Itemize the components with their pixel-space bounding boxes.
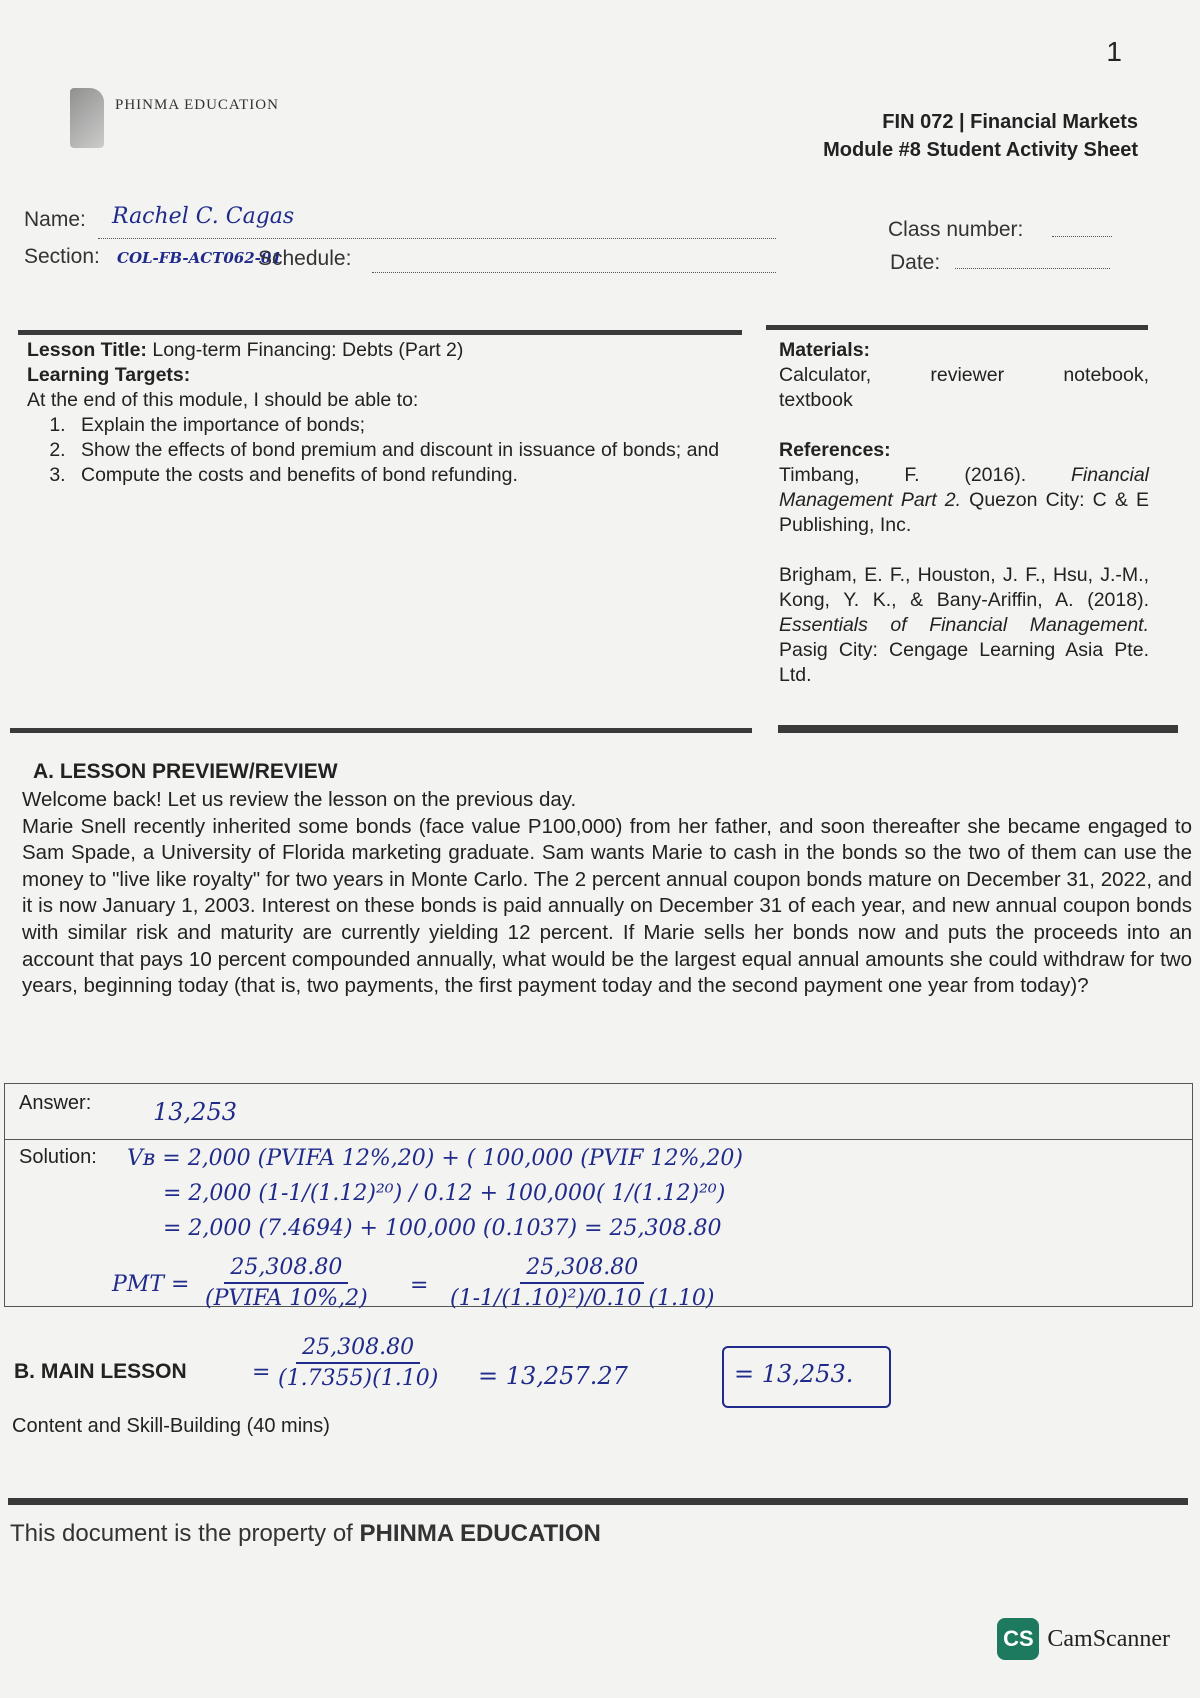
page-mark: 1: [1106, 36, 1122, 67]
learning-targets-label: Learning Targets:: [27, 364, 191, 386]
section-value: COL-FB-ACT062-01: [117, 249, 282, 267]
date-label: Date:: [890, 251, 941, 274]
pmt2-fraction: [450, 1255, 715, 1311]
solution-label: Solution:: [19, 1146, 97, 1168]
materials-line1: Calculator, reviewer notebook,: [779, 364, 1149, 386]
target-item: 2. Show the effects of bond premium and discount in issuance of bonds; and: [71, 438, 737, 463]
name-value: Rachel C. Cagas: [112, 204, 295, 229]
section-a-intro: Welcome back! Let us review the lesson on the previous day.: [22, 788, 577, 811]
targets-intro: At the end of this module, I should be able to:: [27, 389, 419, 411]
materials-references: [779, 338, 1149, 688]
class-number-line: [1052, 236, 1112, 237]
pmt-denominator: (PVIFA 10%,2): [205, 1286, 368, 1311]
pmt2-numerator: 25,308.80: [520, 1255, 644, 1284]
reference-1: Timbang, F. (2016). Financial Management Part 2. Quezon City: C & E Publishing, Inc.: [779, 464, 1149, 536]
divider: [8, 1498, 1188, 1505]
camscanner-icon: CS: [997, 1618, 1039, 1660]
problem-text: Marie Snell recently inherited some bonds (face value P100,000) from her father, and soon thereafter she became engaged to Sam Spade, a University of Florida marketing graduate. Sam wants Marie to cash in the bonds so the two of them can use the money to "live like royalty" for two years in Monte Carlo. The 2 percent annual coupon bonds mature on December 31, 2022, and it is now January 1, 2003. Interest on these bonds is paid annually on December 31 of each year, and new annual coupon bonds with similar risk and maturity are currently yielding 12 percent. If Marie sells her bonds now and puts the proceeds into an account that pays 10 percent compounded annually, what would be the largest equal annual amounts she could withdraw for two years, beginning today (that is, two payments, the first payment today and the second payment one year from today)?: [22, 814, 1192, 998]
lesson-title-label: Lesson Title:: [27, 339, 147, 361]
phinma-logo-icon: [70, 88, 104, 148]
references-label: References:: [779, 439, 891, 461]
schedule-label: Schedule:: [258, 247, 352, 270]
reference-2: Brigham, E. F., Houston, J. F., Hsu, J.-M., Kong, Y. K., & Bany-Ariffin, A. (2018). Essentials of Financial Management. Pasig City: Cengage Learning Asia Pte. Ltd.: [779, 564, 1149, 686]
section-a-text: [22, 787, 1192, 1000]
date-line: [955, 268, 1110, 269]
equals-sign: =: [252, 1360, 271, 1385]
pmt-fraction: [205, 1255, 368, 1311]
answer-label: Answer:: [19, 1092, 92, 1114]
materials-label: Materials:: [779, 339, 871, 361]
footer-owner: PHINMA EDUCATION: [359, 1520, 601, 1547]
logo-text: PHINMA EDUCATION: [115, 97, 279, 113]
pmt3-numerator: 25,308.80: [296, 1335, 420, 1364]
answer-value: 13,253: [153, 1098, 237, 1126]
answer-box: [4, 1083, 1193, 1140]
lesson-block: [27, 338, 737, 488]
targets-list: [71, 413, 737, 488]
final-answer: = 13,253.: [734, 1360, 854, 1388]
section-b-content: Content and Skill-Building (40 mins): [12, 1415, 330, 1437]
target-item: 3. Compute the costs and benefits of bond refunding.: [71, 463, 737, 488]
class-number-label: Class number:: [888, 218, 1024, 241]
pmt-numerator: 25,308.80: [224, 1255, 348, 1284]
divider: [778, 725, 1178, 733]
materials-line2: textbook: [779, 389, 853, 411]
pmt-label: PMT =: [112, 1272, 190, 1297]
solution-line1: Vʙ = 2,000 (PVIFA 12%,20) + ( 100,000 (PVIF 12%,20): [127, 1146, 743, 1171]
divider: [766, 325, 1148, 330]
section-label: Section:: [24, 245, 100, 268]
pmt3-denominator: (1.7355)(1.10): [278, 1366, 439, 1391]
section-b-heading: B. MAIN LESSON: [14, 1360, 187, 1383]
footer-prefix: This document is the property of: [10, 1520, 353, 1547]
camscanner-brand: CamScanner: [1047, 1625, 1170, 1652]
result-value: = 13,257.27: [478, 1362, 628, 1390]
course-title: FIN 072 | Financial Markets: [882, 111, 1138, 133]
final-answer-box: [722, 1346, 891, 1408]
name-label: Name:: [24, 208, 86, 231]
divider: [10, 728, 752, 733]
pmt2-denominator: (1-1/(1.10)²)/0.10 (1.10): [450, 1286, 715, 1311]
pmt3-fraction: [278, 1335, 438, 1391]
schedule-line: [372, 272, 776, 273]
section-a-heading: A. LESSON PREVIEW/REVIEW: [33, 760, 338, 783]
equals-sign: =: [410, 1273, 429, 1298]
name-line: [98, 238, 776, 239]
camscanner-watermark: [997, 1618, 1170, 1660]
solution-line2: = 2,000 (1-1/(1.12)²⁰) / 0.12 + 100,000( 1/(1.12)²⁰): [163, 1181, 726, 1206]
lesson-title: Long-term Financing: Debts (Part 2): [152, 339, 464, 361]
footer: [10, 1520, 601, 1548]
divider: [18, 330, 742, 335]
target-item: 1. Explain the importance of bonds;: [71, 413, 737, 438]
module-title: Module #8 Student Activity Sheet: [823, 139, 1138, 161]
solution-line3: = 2,000 (7.4694) + 100,000 (0.1037) = 25,308.80: [163, 1216, 722, 1241]
